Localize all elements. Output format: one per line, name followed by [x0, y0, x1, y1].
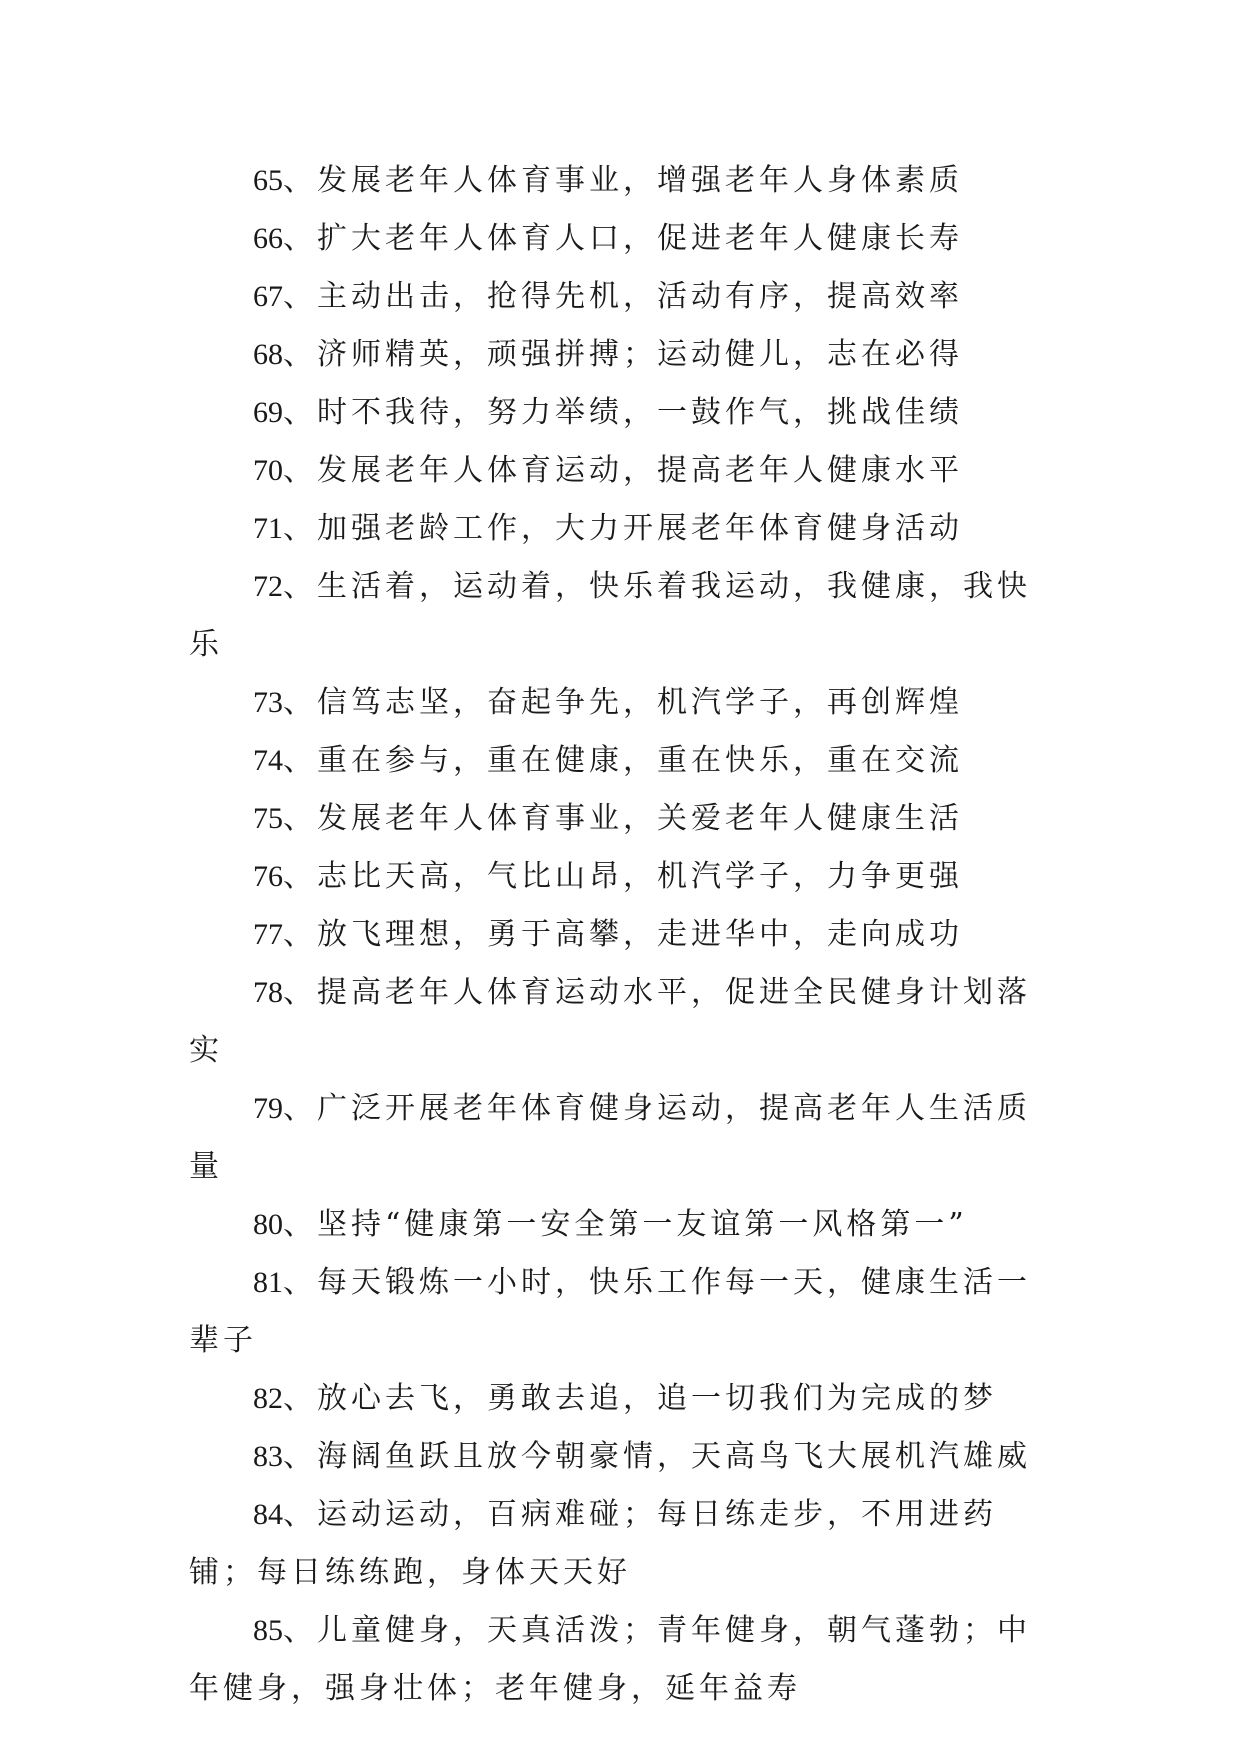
item-number: 66 [253, 222, 283, 255]
item-number: 72 [253, 570, 283, 603]
item-number: 65 [253, 164, 283, 197]
item-separator: 、 [283, 1613, 317, 1648]
item-text: 生活着，运动着，快乐着我运动，我健康，我快乐 [189, 569, 1031, 662]
item-separator: 、 [283, 685, 317, 720]
item-number: 69 [253, 396, 283, 429]
item-separator: 、 [283, 743, 317, 778]
item-separator: 、 [283, 1381, 317, 1416]
item-separator: 、 [283, 1265, 317, 1300]
list-item [189, 848, 1051, 906]
item-text: 信笃志坚，奋起争先，机汽学子，再创辉煌 [317, 685, 963, 720]
item-text: 放飞理想，勇于高攀，走进华中，走向成功 [317, 917, 963, 952]
item-text: 志比天高，气比山昂，机汽学子，力争更强 [317, 859, 963, 894]
item-separator: 、 [283, 453, 317, 488]
item-number: 75 [253, 802, 283, 835]
item-number: 67 [253, 280, 283, 313]
item-separator: 、 [283, 511, 317, 546]
item-number: 84 [253, 1498, 283, 1531]
item-separator: 、 [283, 1091, 317, 1126]
item-separator: 、 [283, 1439, 317, 1474]
item-separator: 、 [283, 1497, 317, 1532]
item-text: 放心去飞，勇敢去追，追一切我们为完成的梦 [317, 1381, 997, 1416]
item-separator: 、 [283, 975, 317, 1010]
item-text: 发展老年人体育事业，增强老年人身体素质 [317, 163, 963, 198]
item-text: 儿童健身，天真活泼；青年健身，朝气蓬勃；中年健身，强身壮体；老年健身，延年益寿 [189, 1613, 1031, 1706]
item-text: 坚持“健康第一安全第一友谊第一风格第一” [317, 1207, 968, 1242]
list-item [189, 1080, 1051, 1196]
item-separator: 、 [283, 859, 317, 894]
item-text: 扩大老年人体育人口，促进老年人健康长寿 [317, 221, 963, 256]
list-item [189, 442, 1051, 500]
item-number: 70 [253, 454, 283, 487]
list-item [189, 1602, 1051, 1718]
list-item [189, 674, 1051, 732]
list-item [189, 384, 1051, 442]
item-separator: 、 [283, 337, 317, 372]
list-item [189, 268, 1051, 326]
item-number: 81 [253, 1266, 283, 1299]
item-text: 济师精英，顽强拼搏；运动健儿，志在必得 [317, 337, 963, 372]
list-item [189, 790, 1051, 848]
list-item [189, 732, 1051, 790]
item-number: 79 [253, 1092, 283, 1125]
list-item [189, 500, 1051, 558]
item-number: 71 [253, 512, 283, 545]
slogan-list [189, 152, 1051, 1718]
item-separator: 、 [283, 279, 317, 314]
list-item [189, 326, 1051, 384]
list-item [189, 152, 1051, 210]
item-separator: 、 [283, 221, 317, 256]
item-separator: 、 [283, 801, 317, 836]
list-item [189, 1486, 1051, 1602]
item-text: 提高老年人体育运动水平，促进全民健身计划落实 [189, 975, 1031, 1068]
item-text: 时不我待，努力举绩，一鼓作气，挑战佳绩 [317, 395, 963, 430]
list-item [189, 210, 1051, 268]
item-number: 77 [253, 918, 283, 951]
list-item [189, 558, 1051, 674]
list-item [189, 1370, 1051, 1428]
item-number: 74 [253, 744, 283, 777]
item-number: 73 [253, 686, 283, 719]
item-number: 76 [253, 860, 283, 893]
item-text: 加强老龄工作，大力开展老年体育健身活动 [317, 511, 963, 546]
list-item [189, 1254, 1051, 1370]
item-number: 83 [253, 1440, 283, 1473]
item-number: 78 [253, 976, 283, 1009]
item-separator: 、 [283, 917, 317, 952]
item-text: 发展老年人体育事业，关爱老年人健康生活 [317, 801, 963, 836]
item-number: 82 [253, 1382, 283, 1415]
item-separator: 、 [283, 395, 317, 430]
item-text: 发展老年人体育运动，提高老年人健康水平 [317, 453, 963, 488]
item-separator: 、 [283, 1207, 317, 1242]
item-text: 广泛开展老年体育健身运动，提高老年人生活质量 [189, 1091, 1031, 1184]
item-text: 运动运动，百病难碰；每日练走步，不用进药铺；每日练练跑，身体天天好 [189, 1497, 997, 1590]
item-separator: 、 [283, 163, 317, 198]
list-item [189, 1428, 1051, 1486]
item-text: 重在参与，重在健康，重在快乐，重在交流 [317, 743, 963, 778]
item-number: 68 [253, 338, 283, 371]
list-item [189, 964, 1051, 1080]
item-text: 主动出击，抢得先机，活动有序，提高效率 [317, 279, 963, 314]
item-separator: 、 [283, 569, 317, 604]
item-number: 85 [253, 1614, 283, 1647]
item-text: 海阔鱼跃且放今朝豪情，天高鸟飞大展机汽雄威 [317, 1439, 1031, 1474]
list-item [189, 1196, 1051, 1254]
item-text: 每天锻炼一小时，快乐工作每一天，健康生活一辈子 [189, 1265, 1031, 1358]
list-item [189, 906, 1051, 964]
item-number: 80 [253, 1208, 283, 1241]
